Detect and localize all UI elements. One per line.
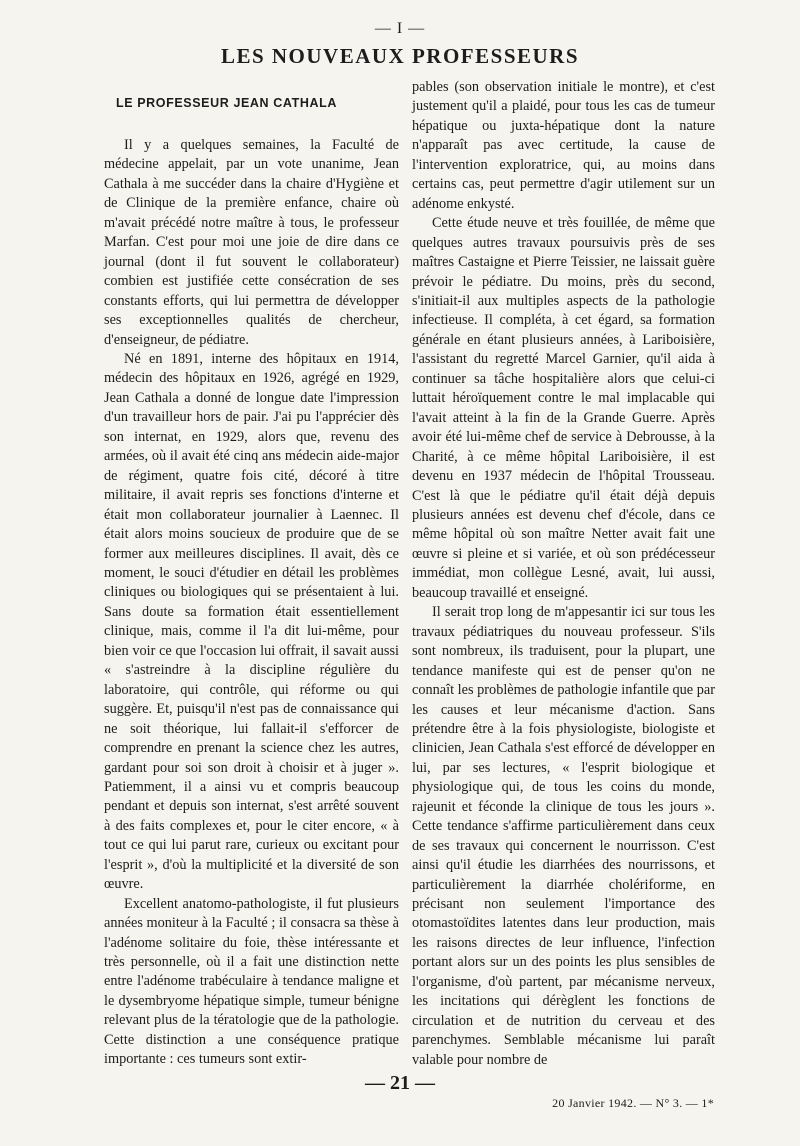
paragraph: Il serait trop long de m'appesantir ici sur tous les travaux pédiatriques du nouveau professeur. S'ils sont nombreux, ils traduisent, pour la plupart, une tendance manifeste qui est de penser qu'on ne connaît les problèmes de pathologie infantile que par les causes et leur mécanisme d'action. Sans prétendre être à la fois physiologiste, biologiste et clinicien, Jean Cathala s'est efforcé de développer en lui, par ses lectures, « l'esprit biologique et physiologique qui, de tous les coins du monde, rajeunit et féconde la clinique de tous les jours ». Cette tendance s'affirme particulièrement dans ceux de ses travaux qui concernent le nourrisson. C'est ainsi qu'il étudie les diarrhées des nourrissons, et particulièrement la diarrhée cholériforme, en précisant non seulement l'importance des otomastoïdites latentes dans leur production, mais les raisons directes de leur influence, l'infection portant alors sur un des points les plus sensibles de l'organisme, d'où partent, par mécanisme nerveux, les incitations qui dérèglent les fonctions de circulation et de nutrition du cerveau et des parenchymes. Semblable mécanisme lui paraît valable pour nombre de xyxy=(412,604,715,1068)
paragraph: Né en 1891, interne des hôpitaux en 1914, médecin des hôpitaux en 1926, agrégé en 1929, Jean Cathala a donné de longue date l'impression d'un travailleur hors de pair. J'ai pu l'apprécier dès son internat, en 1929, alors que, revenu des armées, où il avait été cinq ans médecin aide-major de régiment, quatre fois cité, décoré à titre militaire, il avait repris ses fonctions d'interne et était mon collaborateur journalier à Laennec. Il était alors moins soucieux de produire que de se former aux meilleures disciplines. Il avait, dès ce moment, le souci d'étudier en détail les problèmes cliniques ou biologiques qui se présentaient à lui. Sans doute sa formation était essentiellement clinique, mais, comme il l'a dit lui-même, pour bien voir ce que l'occasion lui offrait, il savait aussi « s'astreindre à la discipline régulière du laboratoire, qui contrôle, qui réforme ou qui suggère. Et, puisqu'il n'est pas de connaissance qui ne soit théorique, lui fallait-il s'efforcer de comprendre en prenant la science chez les autres, gardant pour soi son droit à choisir et à juger ». Patiemment, il a ainsi vu et compris beaucoup pendant et depuis son internat, s'est arrêté souvent à des faits complexes et, pour le citer encore, « à tout ce qui lui parut rare, curieux ou excitant pour l'esprit », d'où la multiplicité et la diversité de son œuvre. xyxy=(104,350,399,893)
paragraph: Il y a quelques semaines, la Faculté de médecine appelait, par un vote unanime, Jean Cathala à me succéder dans la chaire d'Hygiène et de Clinique de la première enfance, chaire où m'avait précédé notre maître à tous, le professeur Marfan. C'est pour moi une joie de dire dans ce journal (dont il fut souvent le collaborateur) combien est justifiée cette consécration de ses constants efforts, qui lui permettra de développer ses exceptionnelles qualités de chercheur, d'enseigneur, de pédiatre. xyxy=(104,137,399,348)
left-column xyxy=(104,78,399,1070)
section-number: — I — xyxy=(374,20,426,37)
page-title: LES NOUVEAUX PROFESSEURS xyxy=(220,44,580,68)
article-subtitle: LE PROFESSEUR JEAN CATHALA xyxy=(116,96,337,110)
paragraph: Excellent anatomo-pathologiste, il fut plusieurs années moniteur à la Faculté ; il consacra sa thèse à l'adénome solitaire du foie, thèse intéressante et très personnelle, où il a fait une distinction nette entre l'adénome trabéculaire à tendance maligne et le dysembryome hépatique simple, tumeur bénigne relevant plus de la tératologie que de la pathologie. Cette distinction a une conséquence pratique importante : ces tumeurs sont extir- xyxy=(104,895,399,1068)
paragraph: Cette étude neuve et très fouillée, de même que quelques autres travaux poursuivis près de ses maîtres Castaigne et Pierre Teissier, ne laissait guère prévoir le pédiatre. Du moins, près du second, s'initiait-il aux multiples aspects de la pathologie infectieuse. Il compléta, à cet égard, sa formation générale en étant plusieurs années, à Lariboisière, l'assistant du regretté Marcel Garnier, qu'il aida à continuer sa tâche hospitalière alors que celui-ci luttait héroïquement contre le mal implacable qui l'avait atteint à la fin de la Grande Guerre. Après avoir été lui-même chef de service à Debrousse, à la Charité, à ce même hôpital Lariboisière, il est devenu en 1937 médecin de l'hôpital Trousseau. C'est là que le pédiatre qu'il était déjà depuis plusieurs années est devenu chef d'école, dans ce même hôpital où son maître Netter avait fait une œuvre si pleine et si variée, et où son prédécesseur immédiat, mon collègue Lesné, avait, lui aussi, beaucoup travaillé et enseigné. xyxy=(412,215,715,601)
issue-date-line: 20 Janvier 1942. — N° 3. — 1* xyxy=(552,1096,714,1110)
paragraph: pables (son observation initiale le montre), et c'est justement qu'il a plaidé, pour tous les cas de tumeur hépatique ou juxta-hépatique dont la nature n'apparaît pas avec certitude, la cause de l'intervention exploratrice, qui, au moins dans certains cas, peut permettre d'agir utilement sur un adénome enkysté. xyxy=(412,79,715,212)
right-column xyxy=(412,78,715,1070)
page-number: — 21 — xyxy=(365,1072,435,1094)
